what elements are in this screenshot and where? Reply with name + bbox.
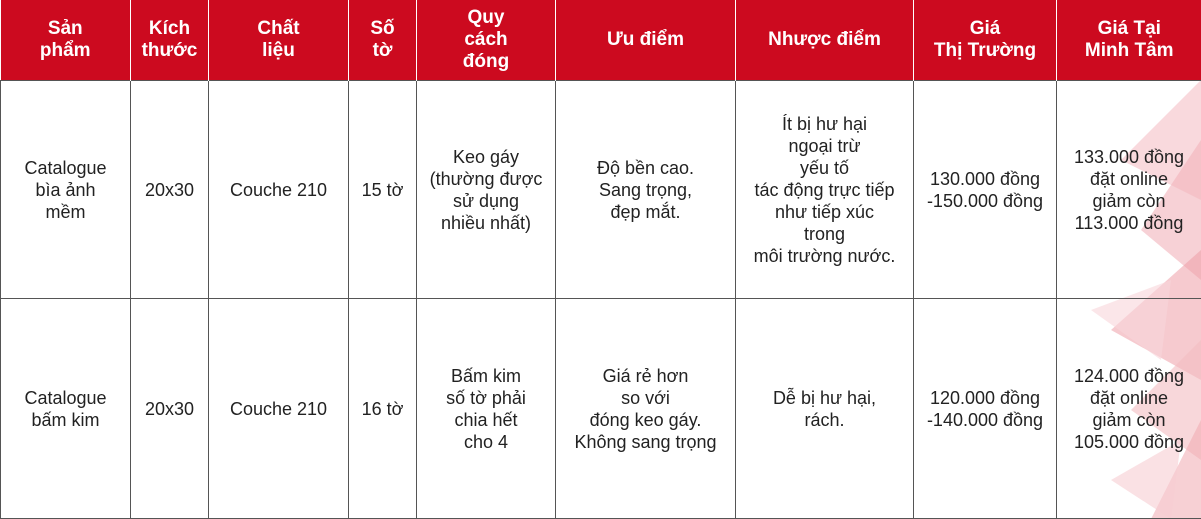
cell-cons: Ít bị hư hại ngoại trừ yếu tố tác động trực tiếp như tiếp xúc trong môi trường nước. xyxy=(736,81,914,299)
cell-size: 20x30 xyxy=(131,81,209,299)
cell-product: Catalogue bìa ảnh mềm xyxy=(1,81,131,299)
cell-material: Couche 210 xyxy=(209,81,349,299)
cell-market-price: 130.000 đồng -150.000 đồng xyxy=(914,81,1057,299)
cell-market-price: 120.000 đồng -140.000 đồng xyxy=(914,299,1057,519)
header-cons: Nhược điểm xyxy=(736,0,914,81)
cell-cons: Dễ bị hư hại, rách. xyxy=(736,299,914,519)
cell-product: Catalogue bấm kim xyxy=(1,299,131,519)
cell-minhtam-price: 133.000 đồng đặt online giảm còn 113.000 đồng xyxy=(1057,81,1201,299)
table-row xyxy=(1,299,1201,519)
header-size: Kích thước xyxy=(131,0,209,81)
header-pros: Ưu điểm xyxy=(556,0,736,81)
cell-material: Couche 210 xyxy=(209,299,349,519)
header-row xyxy=(1,0,1201,81)
cell-binding: Keo gáy (thường được sử dụng nhiều nhất) xyxy=(417,81,556,299)
header-binding: Quy cách đóng xyxy=(417,0,556,81)
cell-minhtam-price: 124.000 đồng đặt online giảm còn 105.000 đồng xyxy=(1057,299,1201,519)
cell-binding: Bấm kim số tờ phải chia hết cho 4 xyxy=(417,299,556,519)
header-product: Sản phẩm xyxy=(1,0,131,81)
cell-pros: Giá rẻ hơn so với đóng keo gáy. Không sang trọng xyxy=(556,299,736,519)
cell-size: 20x30 xyxy=(131,299,209,519)
cell-sheets: 16 tờ xyxy=(349,299,417,519)
table-row xyxy=(1,81,1201,299)
header-material: Chất liệu xyxy=(209,0,349,81)
header-sheets: Số tờ xyxy=(349,0,417,81)
cell-pros: Độ bền cao. Sang trọng, đẹp mắt. xyxy=(556,81,736,299)
header-minhtam-price: Giá Tại Minh Tâm xyxy=(1057,0,1201,81)
header-market-price: Giá Thị Trường xyxy=(914,0,1057,81)
cell-sheets: 15 tờ xyxy=(349,81,417,299)
